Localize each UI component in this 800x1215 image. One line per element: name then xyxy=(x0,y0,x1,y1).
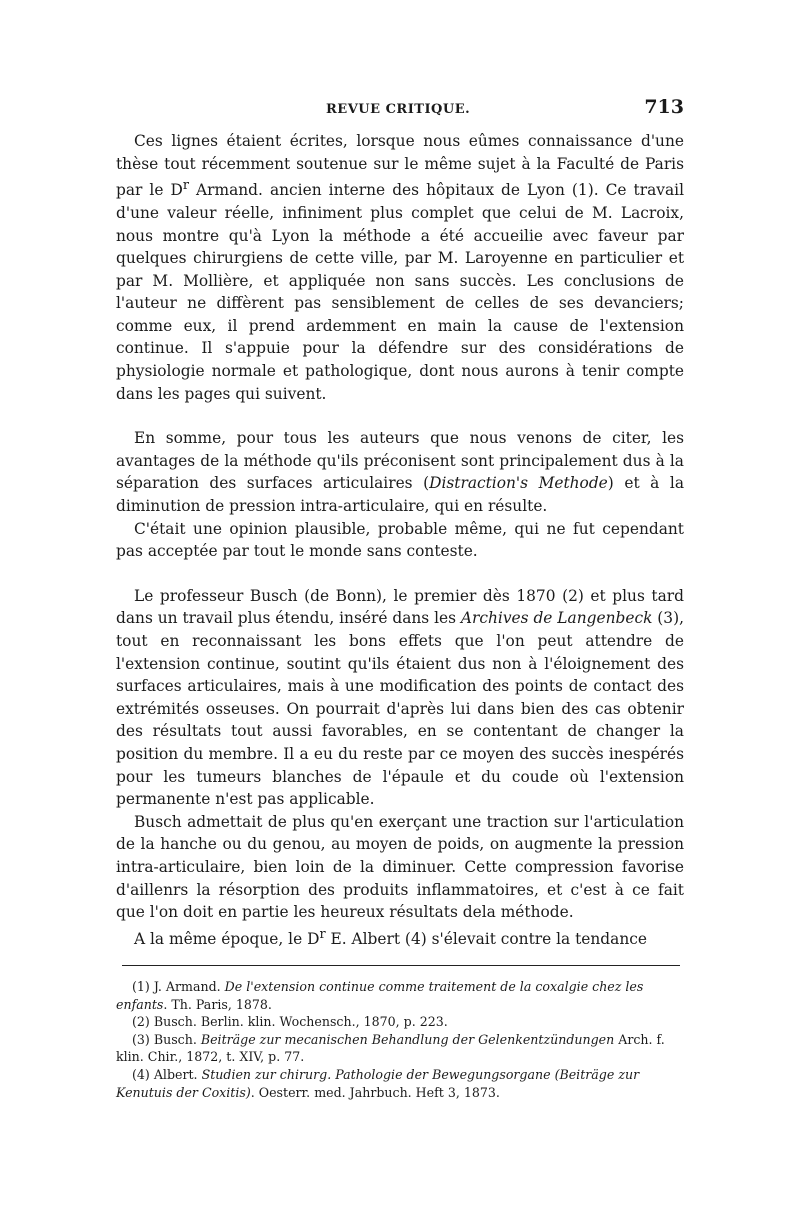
paragraph-en-somme: En somme, pour tous les auteurs que nous venons de citer, les avantages de la méthode qu'ils préconisent sont principalement dus à la séparation des surfaces articulaires (Distraction's Methode) et à la diminution de pression intra-articulaire, qui en résulte. xyxy=(116,429,684,516)
footnote-4: (4) Albert. Studien zur chirurg. Pathologie der Bewegungsorgane (Beiträge zur Kenutuis der Coxitis). Oesterr. med. Jahrbuch. Heft 3, 1873. xyxy=(116,1066,640,1100)
footnote-1: (1) J. Armand. De l'extension continue comme traitement de la coxalgie chez les enfants. Th. Paris, 1878. xyxy=(116,979,644,1012)
paragraph-armand: Ces lignes étaient écrites, lorsque nous eûmes connaissance d'une thèse tout récemment soutenue sur le même sujet à la Faculté de Paris par le $D^r$ Armand. ancien interne des hôpitaux de Lyon (1). Ce travail d'une valeur réelle, infiniment plus complet que celui de M. Lacroix, nous montre qu'à Lyon la méthode a été accueilie avec faveur par quelques chirurgiens de cette ville, par M. Laroyenne en particulier et par M. Mollière, et appliquée non sans succès. Les conclusions de l'auteur ne diffèrent pas sensiblement de celles de ses devanciers; comme eux, il prend ardemment en main la cause de l'extension continue. Il s'appuie pour la défendre sur des considérations de physiologie normale et pathologique, dont nous aurons à tenir compte dans les pages qui suivent. xyxy=(116,132,684,403)
page-header xyxy=(116,96,684,124)
paragraph-busch-traction: Busch admettait de plus qu'en exerçant une traction sur l'articulation de la hanche ou du genou, au moyen de poids, on augmente la pression intra-articulaire, bien loin de la diminuer. Cette compression favorise d'aillenrs la résorption des produits inflammatoires, et c'est à ce fait que l'on doit en partie les heureux résultats dela méthode. xyxy=(116,812,684,922)
footnotes xyxy=(116,978,684,1101)
page-number: 713 xyxy=(644,96,684,118)
running-title: REVUE CRITIQUE. xyxy=(326,102,471,117)
footnote-2: (2) Busch. Berlin. klin. Wochensch., 1870, p. 223. xyxy=(132,1014,448,1030)
main-text xyxy=(116,130,684,950)
footnote-divider xyxy=(122,965,680,966)
paragraph-busch: Le professeur Busch (de Bonn), le premier dès 1870 (2) et plus tard dans un travail plus étendu, inséré dans les Archives de Langenbeck (3), tout en reconnaissant les bons effets que l'on peut attendre de l'extension continue, soutint qu'ils étaient dus non à l'éloignement des surfaces articulaires, mais à une modification des points de contact des extrémités osseuses. On pourrait d'après lui dans bien des cas obtenir des résultats tout aussi favorables, en se contentant de changer la position du membre. Il a eu du reste par ce moyen des succès inespérés pour les tumeurs blanches de l'épaule et du coude où l'extension permanente n'est pas applicable. xyxy=(116,586,684,809)
paragraph-albert: A la même époque, le $D^r$ E. Albert (4) s'élevait contre la tendance xyxy=(134,926,647,948)
footnote-3: (3) Busch. Beiträge zur mecanischen Behandlung der Gelenkentzündungen Arch. f. klin. Chir., 1872, t. XIV, p. 77. xyxy=(116,1031,665,1065)
paragraph-opinion: C'était une opinion plausible, probable même, qui ne fut cependant pas acceptée par tout le monde sans conteste. xyxy=(116,519,684,561)
